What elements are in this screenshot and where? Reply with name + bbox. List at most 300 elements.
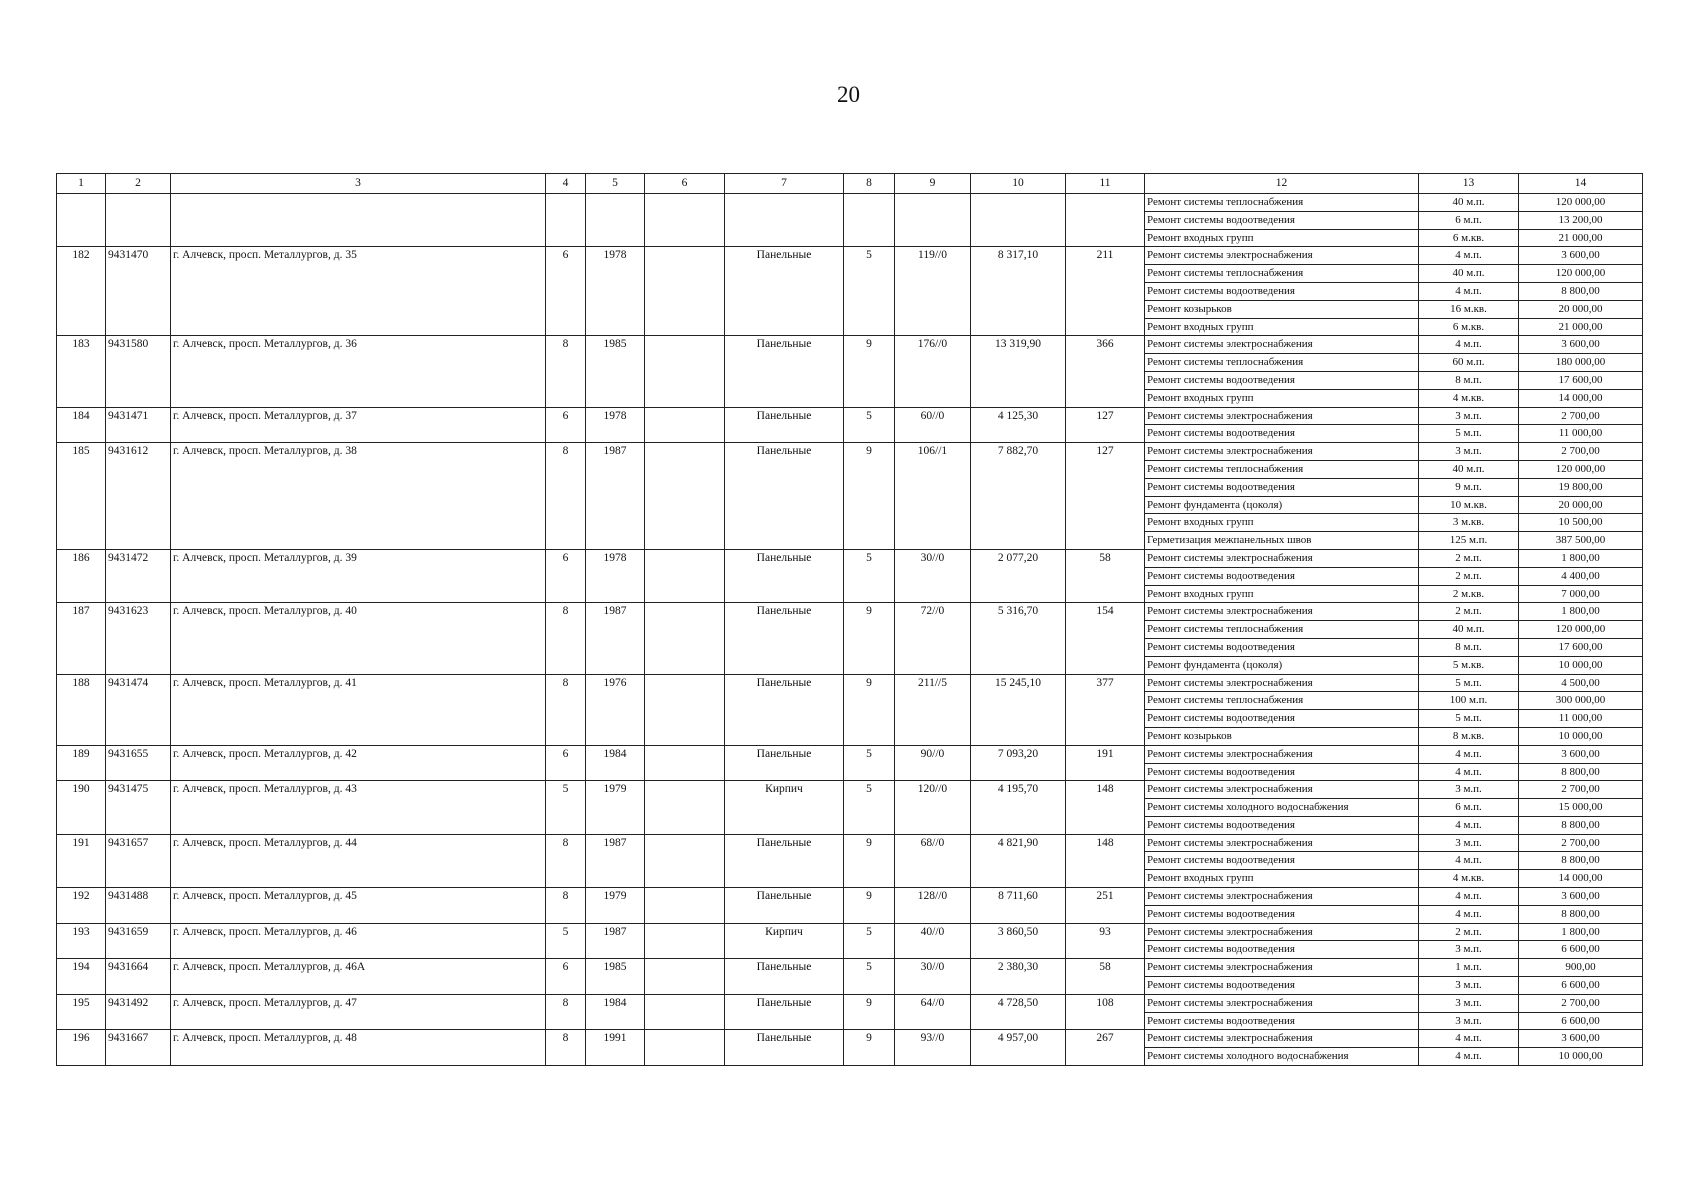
floor-count: 9 <box>844 1030 895 1066</box>
building-code: 9431657 <box>106 834 171 887</box>
column-4-value: 6 <box>546 959 586 995</box>
work-type: Ремонт системы водоотведения <box>1145 371 1419 389</box>
building-address: г. Алчевск, просп. Металлургов, д. 44 <box>171 834 546 887</box>
empty-cell <box>106 194 171 247</box>
work-type: Ремонт системы электроснабжения <box>1145 603 1419 621</box>
work-type: Ремонт входных групп <box>1145 514 1419 532</box>
work-type: Ремонт системы водоотведения <box>1145 977 1419 995</box>
work-volume: 3 м.п. <box>1419 977 1519 995</box>
column-header: 9 <box>895 174 971 194</box>
construction-year: 1987 <box>586 443 645 550</box>
work-volume: 3 м.п. <box>1419 941 1519 959</box>
work-cost: 1 800,00 <box>1519 603 1643 621</box>
work-type: Ремонт системы теплоснабжения <box>1145 265 1419 283</box>
work-cost: 2 700,00 <box>1519 781 1643 799</box>
work-cost: 3 600,00 <box>1519 336 1643 354</box>
work-type: Ремонт системы холодного водоснабжения <box>1145 1048 1419 1066</box>
wall-material: Кирпич <box>725 923 844 959</box>
work-cost: 120 000,00 <box>1519 621 1643 639</box>
work-cost: 19 800,00 <box>1519 478 1643 496</box>
work-type: Ремонт системы водоотведения <box>1145 282 1419 300</box>
table-row <box>57 674 1643 692</box>
work-volume: 4 м.п. <box>1419 816 1519 834</box>
column-11-value: 267 <box>1066 1030 1145 1066</box>
work-type: Ремонт системы теплоснабжения <box>1145 194 1419 212</box>
building-area: 4 728,50 <box>971 994 1066 1030</box>
building-code: 9431492 <box>106 994 171 1030</box>
work-cost: 2 700,00 <box>1519 994 1643 1012</box>
wall-material: Панельные <box>725 549 844 602</box>
floor-count: 9 <box>844 603 895 674</box>
column-11-value: 148 <box>1066 781 1145 834</box>
column-4-value: 8 <box>546 674 586 745</box>
building-area: 7 882,70 <box>971 443 1066 550</box>
building-area: 3 860,50 <box>971 923 1066 959</box>
work-cost: 6 600,00 <box>1519 1012 1643 1030</box>
column-11-value: 127 <box>1066 407 1145 443</box>
work-volume: 60 м.п. <box>1419 354 1519 372</box>
work-type: Ремонт системы электроснабжения <box>1145 443 1419 461</box>
work-type: Ремонт системы водоотведения <box>1145 816 1419 834</box>
work-cost: 14 000,00 <box>1519 870 1643 888</box>
work-cost: 10 000,00 <box>1519 1048 1643 1066</box>
work-cost: 3 600,00 <box>1519 247 1643 265</box>
column-6-value <box>645 888 725 924</box>
column-4-value: 5 <box>546 781 586 834</box>
work-type: Ремонт системы электроснабжения <box>1145 959 1419 977</box>
column-6-value <box>645 781 725 834</box>
column-11-value: 127 <box>1066 443 1145 550</box>
work-volume: 6 м.кв. <box>1419 229 1519 247</box>
work-volume: 6 м.п. <box>1419 799 1519 817</box>
work-type: Ремонт системы электроснабжения <box>1145 549 1419 567</box>
work-cost: 8 800,00 <box>1519 763 1643 781</box>
work-volume: 2 м.кв. <box>1419 585 1519 603</box>
work-type: Ремонт системы электроснабжения <box>1145 834 1419 852</box>
work-volume: 2 м.п. <box>1419 549 1519 567</box>
building-address: г. Алчевск, просп. Металлургов, д. 36 <box>171 336 546 407</box>
work-type: Ремонт системы электроснабжения <box>1145 888 1419 906</box>
construction-year: 1987 <box>586 834 645 887</box>
work-cost: 20 000,00 <box>1519 496 1643 514</box>
work-type: Ремонт системы электроснабжения <box>1145 407 1419 425</box>
work-cost: 120 000,00 <box>1519 265 1643 283</box>
table-row <box>57 247 1643 265</box>
work-type: Ремонт системы электроснабжения <box>1145 781 1419 799</box>
work-type: Ремонт системы водоотведения <box>1145 710 1419 728</box>
column-11-value: 58 <box>1066 959 1145 995</box>
building-area: 15 245,10 <box>971 674 1066 745</box>
column-6-value <box>645 603 725 674</box>
column-6-value <box>645 407 725 443</box>
building-address: г. Алчевск, просп. Металлургов, д. 37 <box>171 407 546 443</box>
column-header: 10 <box>971 174 1066 194</box>
column-header: 7 <box>725 174 844 194</box>
work-volume: 4 м.кв. <box>1419 389 1519 407</box>
column-9-value: 30//0 <box>895 549 971 602</box>
work-cost: 11 000,00 <box>1519 710 1643 728</box>
work-cost: 2 700,00 <box>1519 407 1643 425</box>
building-address: г. Алчевск, просп. Металлургов, д. 45 <box>171 888 546 924</box>
table-row <box>57 834 1643 852</box>
work-volume: 6 м.п. <box>1419 211 1519 229</box>
column-6-value <box>645 745 725 781</box>
work-cost: 4 400,00 <box>1519 567 1643 585</box>
column-4-value: 6 <box>546 745 586 781</box>
record-number: 189 <box>57 745 106 781</box>
column-6-value <box>645 959 725 995</box>
column-4-value: 8 <box>546 443 586 550</box>
work-cost: 3 600,00 <box>1519 888 1643 906</box>
construction-year: 1987 <box>586 603 645 674</box>
table-row <box>57 923 1643 941</box>
work-volume: 16 м.кв. <box>1419 300 1519 318</box>
table-row <box>57 407 1643 425</box>
work-type: Ремонт системы водоотведения <box>1145 852 1419 870</box>
floor-count: 9 <box>844 888 895 924</box>
work-volume: 40 м.п. <box>1419 194 1519 212</box>
work-volume: 4 м.п. <box>1419 905 1519 923</box>
building-area: 8 711,60 <box>971 888 1066 924</box>
work-cost: 387 500,00 <box>1519 532 1643 550</box>
column-header: 14 <box>1519 174 1643 194</box>
record-number: 191 <box>57 834 106 887</box>
column-header: 8 <box>844 174 895 194</box>
building-code: 9431580 <box>106 336 171 407</box>
work-volume: 8 м.п. <box>1419 638 1519 656</box>
column-6-value <box>645 674 725 745</box>
building-area: 5 316,70 <box>971 603 1066 674</box>
building-code: 9431488 <box>106 888 171 924</box>
empty-cell <box>725 194 844 247</box>
building-area: 4 821,90 <box>971 834 1066 887</box>
work-cost: 10 000,00 <box>1519 656 1643 674</box>
building-code: 9431474 <box>106 674 171 745</box>
column-11-value: 154 <box>1066 603 1145 674</box>
work-type: Ремонт входных групп <box>1145 870 1419 888</box>
work-type: Ремонт системы водоотведения <box>1145 1012 1419 1030</box>
work-volume: 3 м.п. <box>1419 781 1519 799</box>
work-volume: 2 м.п. <box>1419 603 1519 621</box>
table-row <box>57 959 1643 977</box>
construction-year: 1984 <box>586 994 645 1030</box>
column-header: 5 <box>586 174 645 194</box>
work-volume: 2 м.п. <box>1419 923 1519 941</box>
work-cost: 10 000,00 <box>1519 727 1643 745</box>
wall-material: Панельные <box>725 407 844 443</box>
work-type: Ремонт системы водоотведения <box>1145 905 1419 923</box>
construction-year: 1987 <box>586 923 645 959</box>
building-code: 9431667 <box>106 1030 171 1066</box>
wall-material: Панельные <box>725 834 844 887</box>
table-row <box>57 603 1643 621</box>
work-type: Ремонт системы электроснабжения <box>1145 994 1419 1012</box>
column-header: 11 <box>1066 174 1145 194</box>
work-cost: 4 500,00 <box>1519 674 1643 692</box>
work-cost: 2 700,00 <box>1519 834 1643 852</box>
page-number: 20 <box>837 82 860 107</box>
building-address: г. Алчевск, просп. Металлургов, д. 41 <box>171 674 546 745</box>
empty-cell <box>844 194 895 247</box>
building-code: 9431659 <box>106 923 171 959</box>
work-type: Ремонт входных групп <box>1145 389 1419 407</box>
empty-cell <box>1066 194 1145 247</box>
empty-cell <box>586 194 645 247</box>
floor-count: 5 <box>844 923 895 959</box>
work-volume: 10 м.кв. <box>1419 496 1519 514</box>
table-row <box>57 994 1643 1012</box>
construction-year: 1978 <box>586 549 645 602</box>
construction-year: 1985 <box>586 336 645 407</box>
work-cost: 8 800,00 <box>1519 905 1643 923</box>
work-volume: 3 м.п. <box>1419 443 1519 461</box>
work-type: Ремонт системы электроснабжения <box>1145 247 1419 265</box>
floor-count: 9 <box>844 443 895 550</box>
work-volume: 4 м.п. <box>1419 888 1519 906</box>
work-type: Ремонт системы электроснабжения <box>1145 336 1419 354</box>
work-type: Ремонт системы водоотведения <box>1145 638 1419 656</box>
work-cost: 120 000,00 <box>1519 194 1643 212</box>
column-9-value: 64//0 <box>895 994 971 1030</box>
column-4-value: 8 <box>546 834 586 887</box>
work-cost: 6 600,00 <box>1519 977 1643 995</box>
work-cost: 900,00 <box>1519 959 1643 977</box>
table-row <box>57 781 1643 799</box>
column-9-value: 93//0 <box>895 1030 971 1066</box>
column-6-value <box>645 247 725 336</box>
work-cost: 300 000,00 <box>1519 692 1643 710</box>
column-11-value: 58 <box>1066 549 1145 602</box>
work-type: Ремонт входных групп <box>1145 585 1419 603</box>
work-cost: 8 800,00 <box>1519 816 1643 834</box>
work-type: Ремонт системы водоотведения <box>1145 478 1419 496</box>
record-number: 184 <box>57 407 106 443</box>
work-type: Ремонт системы водоотведения <box>1145 567 1419 585</box>
wall-material: Кирпич <box>725 781 844 834</box>
work-cost: 17 600,00 <box>1519 371 1643 389</box>
building-address: г. Алчевск, просп. Металлургов, д. 42 <box>171 745 546 781</box>
work-volume: 6 м.кв. <box>1419 318 1519 336</box>
floor-count: 5 <box>844 247 895 336</box>
column-header: 6 <box>645 174 725 194</box>
column-9-value: 120//0 <box>895 781 971 834</box>
work-volume: 40 м.п. <box>1419 265 1519 283</box>
work-cost: 10 500,00 <box>1519 514 1643 532</box>
work-volume: 3 м.п. <box>1419 407 1519 425</box>
record-number: 195 <box>57 994 106 1030</box>
column-9-value: 211//5 <box>895 674 971 745</box>
table-row <box>57 888 1643 906</box>
column-11-value: 211 <box>1066 247 1145 336</box>
column-6-value <box>645 1030 725 1066</box>
building-area: 13 319,90 <box>971 336 1066 407</box>
column-4-value: 6 <box>546 549 586 602</box>
column-9-value: 90//0 <box>895 745 971 781</box>
building-code: 9431623 <box>106 603 171 674</box>
work-cost: 180 000,00 <box>1519 354 1643 372</box>
work-cost: 1 800,00 <box>1519 923 1643 941</box>
floor-count: 5 <box>844 781 895 834</box>
building-area: 8 317,10 <box>971 247 1066 336</box>
table-row <box>57 194 1643 212</box>
column-4-value: 6 <box>546 247 586 336</box>
building-code: 9431655 <box>106 745 171 781</box>
record-number: 196 <box>57 1030 106 1066</box>
construction-year: 1979 <box>586 888 645 924</box>
column-11-value: 108 <box>1066 994 1145 1030</box>
work-cost: 21 000,00 <box>1519 318 1643 336</box>
work-type: Ремонт системы водоотведения <box>1145 211 1419 229</box>
building-area: 4 125,30 <box>971 407 1066 443</box>
work-cost: 15 000,00 <box>1519 799 1643 817</box>
record-number: 190 <box>57 781 106 834</box>
record-number: 193 <box>57 923 106 959</box>
record-number: 185 <box>57 443 106 550</box>
column-9-value: 68//0 <box>895 834 971 887</box>
column-4-value: 8 <box>546 1030 586 1066</box>
column-9-value: 72//0 <box>895 603 971 674</box>
work-type: Ремонт системы водоотведения <box>1145 425 1419 443</box>
work-cost: 21 000,00 <box>1519 229 1643 247</box>
work-volume: 4 м.кв. <box>1419 870 1519 888</box>
building-code: 9431664 <box>106 959 171 995</box>
column-6-value <box>645 923 725 959</box>
work-cost: 2 700,00 <box>1519 443 1643 461</box>
work-volume: 100 м.п. <box>1419 692 1519 710</box>
wall-material: Панельные <box>725 959 844 995</box>
table-row <box>57 745 1643 763</box>
building-address: г. Алчевск, просп. Металлургов, д. 46 <box>171 923 546 959</box>
wall-material: Панельные <box>725 745 844 781</box>
work-volume: 5 м.п. <box>1419 674 1519 692</box>
construction-year: 1979 <box>586 781 645 834</box>
work-volume: 4 м.п. <box>1419 1030 1519 1048</box>
table-row <box>57 336 1643 354</box>
column-11-value: 148 <box>1066 834 1145 887</box>
work-cost: 8 800,00 <box>1519 282 1643 300</box>
work-volume: 125 м.п. <box>1419 532 1519 550</box>
column-4-value: 8 <box>546 888 586 924</box>
column-9-value: 40//0 <box>895 923 971 959</box>
column-header: 13 <box>1419 174 1519 194</box>
work-volume: 3 м.кв. <box>1419 514 1519 532</box>
work-type: Ремонт системы электроснабжения <box>1145 745 1419 763</box>
column-11-value: 377 <box>1066 674 1145 745</box>
work-cost: 120 000,00 <box>1519 460 1643 478</box>
building-code: 9431475 <box>106 781 171 834</box>
column-header: 12 <box>1145 174 1419 194</box>
column-9-value: 60//0 <box>895 407 971 443</box>
work-volume: 4 м.п. <box>1419 247 1519 265</box>
work-type: Ремонт системы водоотведения <box>1145 763 1419 781</box>
building-code: 9431472 <box>106 549 171 602</box>
work-volume: 1 м.п. <box>1419 959 1519 977</box>
table-row <box>57 1030 1643 1048</box>
column-4-value: 5 <box>546 923 586 959</box>
floor-count: 5 <box>844 745 895 781</box>
column-9-value: 176//0 <box>895 336 971 407</box>
column-11-value: 93 <box>1066 923 1145 959</box>
work-volume: 4 м.п. <box>1419 282 1519 300</box>
column-11-value: 191 <box>1066 745 1145 781</box>
empty-cell <box>57 194 106 247</box>
empty-cell <box>546 194 586 247</box>
building-address: г. Алчевск, просп. Металлургов, д. 39 <box>171 549 546 602</box>
column-9-value: 106//1 <box>895 443 971 550</box>
wall-material: Панельные <box>725 1030 844 1066</box>
wall-material: Панельные <box>725 336 844 407</box>
building-address: г. Алчевск, просп. Металлургов, д. 43 <box>171 781 546 834</box>
building-area: 4 195,70 <box>971 781 1066 834</box>
record-number: 194 <box>57 959 106 995</box>
building-address: г. Алчевск, просп. Металлургов, д. 38 <box>171 443 546 550</box>
column-11-value: 251 <box>1066 888 1145 924</box>
building-code: 9431471 <box>106 407 171 443</box>
building-area: 2 077,20 <box>971 549 1066 602</box>
work-volume: 4 м.п. <box>1419 852 1519 870</box>
floor-count: 9 <box>844 994 895 1030</box>
column-header: 1 <box>57 174 106 194</box>
work-cost: 13 200,00 <box>1519 211 1643 229</box>
work-type: Ремонт системы электроснабжения <box>1145 1030 1419 1048</box>
work-volume: 3 м.п. <box>1419 1012 1519 1030</box>
column-6-value <box>645 336 725 407</box>
column-6-value <box>645 994 725 1030</box>
work-cost: 8 800,00 <box>1519 852 1643 870</box>
column-4-value: 8 <box>546 994 586 1030</box>
column-header: 2 <box>106 174 171 194</box>
work-volume: 9 м.п. <box>1419 478 1519 496</box>
building-address: г. Алчевск, просп. Металлургов, д. 40 <box>171 603 546 674</box>
building-area: 2 380,30 <box>971 959 1066 995</box>
work-cost: 11 000,00 <box>1519 425 1643 443</box>
work-cost: 14 000,00 <box>1519 389 1643 407</box>
floor-count: 9 <box>844 674 895 745</box>
record-number: 188 <box>57 674 106 745</box>
work-cost: 7 000,00 <box>1519 585 1643 603</box>
building-address: г. Алчевск, просп. Металлургов, д. 48 <box>171 1030 546 1066</box>
column-header: 3 <box>171 174 546 194</box>
work-type: Ремонт козырьков <box>1145 727 1419 745</box>
construction-year: 1976 <box>586 674 645 745</box>
wall-material: Панельные <box>725 443 844 550</box>
work-volume: 40 м.п. <box>1419 460 1519 478</box>
building-code: 9431470 <box>106 247 171 336</box>
column-6-value <box>645 549 725 602</box>
column-6-value <box>645 443 725 550</box>
building-address: г. Алчевск, просп. Металлургов, д. 47 <box>171 994 546 1030</box>
construction-year: 1978 <box>586 407 645 443</box>
floor-count: 9 <box>844 336 895 407</box>
construction-year: 1984 <box>586 745 645 781</box>
wall-material: Панельные <box>725 888 844 924</box>
construction-year: 1985 <box>586 959 645 995</box>
record-number: 183 <box>57 336 106 407</box>
repair-program-table <box>56 173 1643 1066</box>
wall-material: Панельные <box>725 994 844 1030</box>
work-cost: 17 600,00 <box>1519 638 1643 656</box>
building-address: г. Алчевск, просп. Металлургов, д. 35 <box>171 247 546 336</box>
work-volume: 8 м.кв. <box>1419 727 1519 745</box>
floor-count: 9 <box>844 834 895 887</box>
work-type: Ремонт козырьков <box>1145 300 1419 318</box>
work-volume: 2 м.п. <box>1419 567 1519 585</box>
building-code: 9431612 <box>106 443 171 550</box>
work-type: Герметизация межпанельных швов <box>1145 532 1419 550</box>
work-cost: 3 600,00 <box>1519 1030 1643 1048</box>
work-type: Ремонт системы холодного водоснабжения <box>1145 799 1419 817</box>
column-9-value: 128//0 <box>895 888 971 924</box>
